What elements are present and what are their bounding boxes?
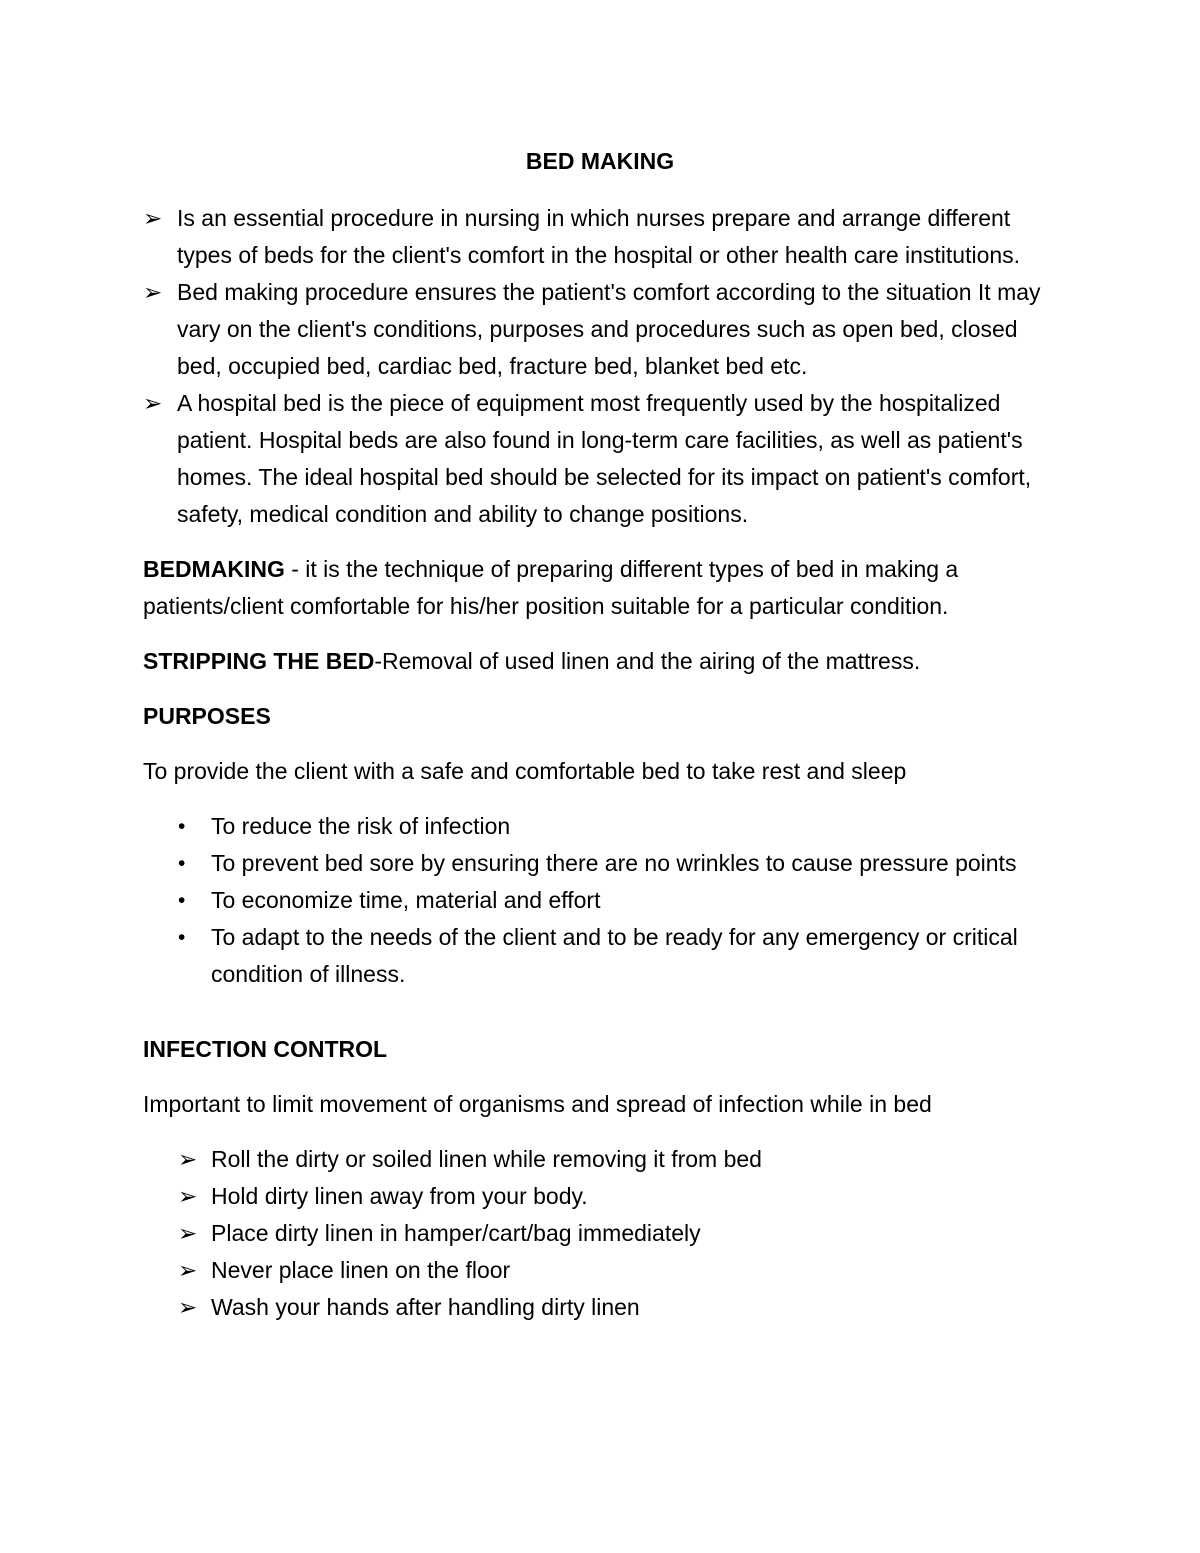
dot-bullet-icon: • [178, 926, 186, 949]
list-item [178, 1252, 1057, 1289]
arrow-bullet-icon: ➢ [178, 1257, 198, 1283]
list-item [143, 385, 1057, 533]
definition-bedmaking [143, 551, 1057, 625]
list-item-text: Never place linen on the floor [211, 1257, 511, 1283]
section-heading-purposes: PURPOSES [143, 703, 271, 729]
definition-term: BEDMAKING [143, 556, 285, 582]
list-item-text: Place dirty linen in hamper/cart/bag immediately [211, 1220, 701, 1246]
list-item-text: Wash your hands after handling dirty linen [211, 1294, 640, 1320]
definition-stripping-the-bed [143, 643, 1057, 680]
list-item [178, 808, 1057, 845]
list-item [143, 200, 1057, 274]
list-item-text: A hospital bed is the piece of equipment most frequently used by the hospitalized patient. Hospital beds are also found in long-term care facilities, as well as patient's homes. The ideal hospital bed should be selected for its impact on patient's comfort, safety, medical condition and ability to change positions. [177, 390, 1032, 527]
list-item-text: To economize time, material and effort [211, 887, 601, 913]
page-title: BED MAKING [525, 148, 675, 174]
list-item [178, 1215, 1057, 1252]
arrow-bullet-icon: ➢ [143, 279, 163, 305]
arrow-bullet-icon: ➢ [178, 1183, 198, 1209]
list-item [178, 882, 1057, 919]
arrow-bullet-icon: ➢ [143, 390, 163, 416]
purposes-intro: To provide the client with a safe and comfortable bed to take rest and sleep [143, 758, 907, 784]
list-item [178, 919, 1057, 993]
arrow-bullet-icon: ➢ [178, 1220, 198, 1246]
definition-text: -Removal of used linen and the airing of the mattress. [374, 648, 921, 674]
definition-term: STRIPPING THE BED [143, 648, 375, 674]
dot-bullet-icon: • [178, 815, 186, 838]
list-item [178, 845, 1057, 882]
definition-text: - it is the technique of preparing different types of bed in making a patients/client comfortable for his/her position suitable for a particular condition. [143, 556, 959, 619]
list-item-text: Roll the dirty or soiled linen while removing it from bed [211, 1146, 762, 1172]
list-item-text: Bed making procedure ensures the patient's comfort according to the situation It may vary on the client's conditions, purposes and procedures such as open bed, closed bed, occupied bed, cardiac bed, fracture bed, blanket bed etc. [177, 279, 1041, 379]
list-item [143, 274, 1057, 385]
list-item-text: Is an essential procedure in nursing in which nurses prepare and arrange different types of beds for the client's comfort in the hospital or other health care institutions. [177, 205, 1021, 268]
dot-bullet-icon: • [178, 852, 186, 875]
list-item [178, 1289, 1057, 1326]
intro-list [143, 200, 1057, 533]
list-item-text: To reduce the risk of infection [211, 813, 511, 839]
list-item [178, 1141, 1057, 1178]
infection-control-intro: Important to limit movement of organisms and spread of infection while in bed [143, 1091, 932, 1117]
list-item-text: Hold dirty linen away from your body. [211, 1183, 588, 1209]
infection-control-list [143, 1141, 1057, 1326]
list-item-text: To prevent bed sore by ensuring there are no wrinkles to cause pressure points [211, 850, 1017, 876]
section-heading-infection-control: INFECTION CONTROL [143, 1036, 388, 1062]
dot-bullet-icon: • [178, 889, 186, 912]
purposes-list [143, 808, 1057, 993]
arrow-bullet-icon: ➢ [143, 205, 163, 231]
arrow-bullet-icon: ➢ [178, 1146, 198, 1172]
list-item [178, 1178, 1057, 1215]
arrow-bullet-icon: ➢ [178, 1294, 198, 1320]
list-item-text: To adapt to the needs of the client and to be ready for any emergency or critical condition of illness. [211, 924, 1018, 987]
